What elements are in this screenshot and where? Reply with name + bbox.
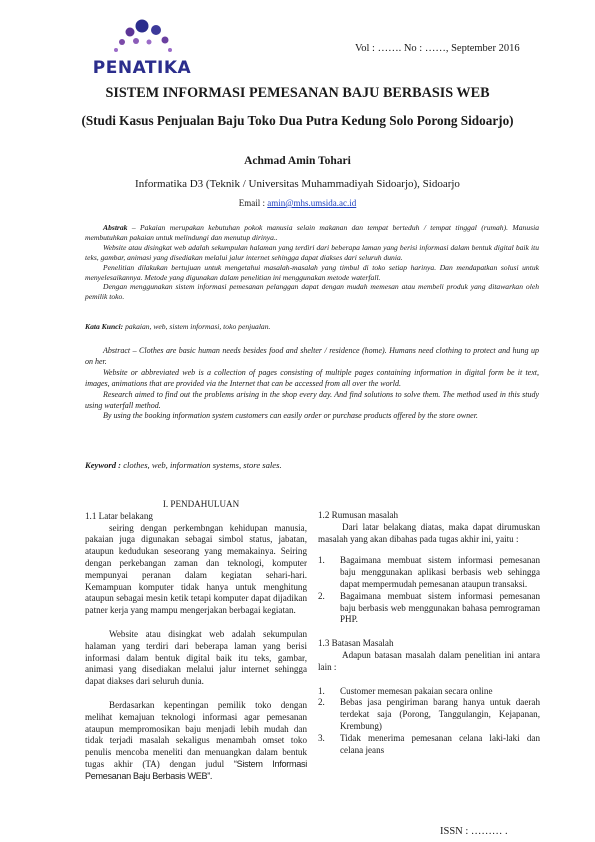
abstrak-paragraph-4: Dengan menggunakan sistem informasi pemesanan pelanggan dapat dengan mudah memesan atau membeli produk yang ditawarkan oleh pemilik toko. (85, 282, 539, 302)
list-item-number: 2. (318, 590, 325, 601)
abstract-en-block (85, 346, 539, 422)
abstract-en-paragraph-3: Research aimed to find out the problems arising in the shop every day. And find solutions to solve them. The method used in this study using waterfall method. (85, 389, 539, 410)
issn-line: ISSN : ……… . (440, 826, 508, 837)
list-item (318, 686, 540, 698)
author-email-line (60, 198, 535, 208)
list-item (318, 591, 540, 626)
list-item-text: Customer memesan pakaian secara online (340, 685, 493, 696)
author-affiliation: Informatika D3 (Teknik / Universitas Muhammadiyah Sidoarjo), Sidoarjo (135, 178, 460, 190)
kata-kunci-values: pakaian, web, sistem informasi, toko penjualan. (123, 322, 271, 331)
list-item-text: Bebas jasa pengiriman barang hanya untuk daerah terdekat saja (Porong, Tanggulangin, Kejapanan, Krembung) (340, 697, 540, 731)
list-item (318, 555, 540, 590)
list-item-text: Tidak menerima pemesanan celana laki-laki dan celana jeans (340, 732, 540, 755)
kata-kunci-line (85, 322, 539, 331)
subheading-latar-belakang: 1.1 Latar belakang (85, 510, 153, 521)
latar-belakang-paragraph-2: Website atau disingkat web adalah sekumpulan halaman yang terdiri dari beberapa laman yang berisi informasi dalam bentuk digital baik itu teks, gambar, animasi yang disediakan melalui jalur internet sehingga dapat diakses dari seluruh dunia. (85, 628, 307, 687)
rumusan-intro: Dari latar belakang diatas, maka dapat dirumuskan masalah yang akan dibahas pada tugas akhir ini, yaitu : (318, 521, 540, 544)
list-item-text: Bagaimana membuat sistem informasi pemesanan baju berbasis web menggunakan bahasa pemrograman PHP. (340, 590, 540, 625)
abstract-en-paragraph-4: By using the booking information system customers can easily order or purchase products offered by the store owner. (103, 411, 478, 421)
abstrak-paragraph-1: Abstrak – Pakaian merupakan kebutuhan pokok manusia selain makanan dan tempat berteduh / tempat tinggal (rumah). Manusia membutuhkan pakaian untuk melindungi dan menutup dirinya.. (85, 223, 539, 242)
subheading-rumusan-masalah: 1.2 Rumusan masalah (318, 510, 399, 520)
list-item-number: 2. (318, 697, 325, 708)
subheading-batasan-masalah: 1.3 Batasan Masalah (318, 638, 394, 649)
latar-belakang-paragraph-1: seiring dengan perkembngan kehidupan manusia, pakaian juga digunakan sebagai simbol status, jabatan, ataupun kedudukan seseorang yang memakainya. Seiring dengan perkebangan zaman dan teknologi, komputer mempunyai peranan dalam kegiatan sehari-hari. Kemampuan komputer tidak hanya untuk menghitung ataupun sebagai mesin ketik tetapi komputer dapat dijadikan patner kerja yang mampu mengerjakan berbagai kegiatan. (85, 522, 307, 616)
list-item-number: 1. (318, 555, 325, 566)
abstrak-label: Abstrak (103, 223, 128, 232)
logo-dots-icon (92, 14, 192, 62)
keyword-line (85, 460, 539, 470)
abstrak-paragraph-2: Website atau disingkat web adalah sekumpulan halaman yang terdiri dari beberapa laman yang berisi informasi dalam bentuk digital baik itu teks, gambar, animasi yang disediakan melalui jalur internet sehingga dapat diakses dari seluruh dunia. (85, 242, 539, 262)
abstrak-paragraph-3: Penelitian dilakukan bertujuan untuk mengetahui masalah-masalah yang timbul di toko setiap harinya. Dan mendapatkan solusi untuk menyelesaikannya. Metode yang digunakan dalam penelitian ini menggunakan metode waterfall. (85, 262, 539, 282)
keyword-values: clothes, web, information systems, store sales. (121, 460, 282, 470)
batasan-list (318, 686, 540, 757)
right-column (318, 510, 540, 756)
abstrak-block (85, 223, 539, 302)
latar-belakang-paragraph-3: Berdasarkan kepentingan pemilik toko dengan melihat kemajuan teknologi informasi agar pemesanan ataupun mempromosikan baju menjadi lebih mudah dan tidak terjadi masalah sekaligus menambah omset toko penulis mencoba meneliti dan menuangkan dalam bentuk tugas akhir (TA) dengan judul “Sistem Informasi Pemesanan Baju Berbasis WEB”. (85, 699, 307, 781)
paper-title: SISTEM INFORMASI PEMESANAN BAJU BERBASIS WEB (105, 85, 490, 101)
rumusan-list (318, 555, 540, 626)
keyword-label: Keyword : (85, 460, 122, 470)
list-item-number: 3. (318, 732, 325, 743)
list-item (318, 733, 540, 757)
volume-line: Vol : ……. No : ……, September 2016 (355, 43, 520, 54)
list-item-number: 1. (318, 685, 325, 696)
kata-kunci-label: Kata Kunci: (85, 322, 124, 331)
batasan-intro: Adapun batasan masalah dalam penelitian ini antara lain : (318, 649, 540, 672)
section-heading-pendahuluan: I. PENDAHULUAN (162, 499, 240, 509)
abstract-en-paragraph-1: Abstract – Clothes are basic human needs besides food and shelter / residence (home). Humans need clothing to protect and hung up on her. (85, 346, 539, 366)
paper-subtitle: (Studi Kasus Penjualan Baju Toko Dua Putra Kedung Solo Porong Sidoarjo) (81, 113, 514, 128)
thesis-title-quote: “Sistem Informasi Pemesanan Baju Berbasis WEB” (85, 758, 307, 781)
logo-text: PENATIKA (92, 58, 192, 78)
list-item-text: Bagaimana membuat sistem informasi pemesanan baju menggunakan aplikasi berbasis web sehingga dapat mempermudah pemesanan ataupun transaksi. (340, 555, 540, 589)
left-column (85, 499, 307, 783)
journal-logo (92, 14, 192, 82)
list-item (318, 697, 540, 732)
author-name: Achmad Amin Tohari (244, 155, 351, 167)
email-label: Email : (238, 198, 268, 208)
abstract-en-paragraph-2: Website or abbreviated web is a collection of pages consisting of multiple pages containing information in digital form be it text, images, animations that are provided via the Internet that can be accessed from all over the world. (85, 367, 539, 388)
email-link[interactable]: amin@mhs.umsida.ac.id (267, 198, 357, 208)
